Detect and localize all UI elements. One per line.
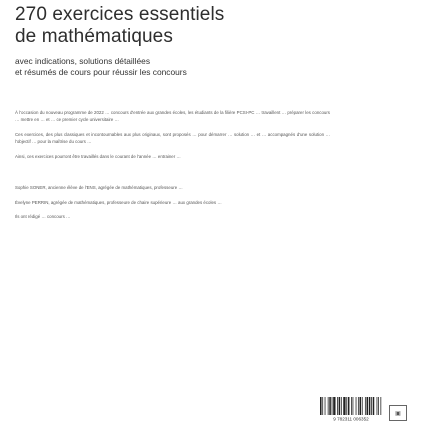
author-bio-1: Sophie SONER, ancienne élève de l'ENS, agrégée de mathématiques, professeure … xyxy=(15,185,183,191)
barcode-bar xyxy=(329,397,331,415)
barcode-bar xyxy=(351,397,352,415)
barcode-block xyxy=(319,395,411,421)
barcode-bar xyxy=(371,397,372,415)
barcode-bar xyxy=(337,397,338,415)
barcode-bar xyxy=(333,397,335,415)
barcode-bar xyxy=(358,397,359,415)
barcode-digits: 9 782311 006352 xyxy=(333,416,369,421)
barcode-bar xyxy=(373,397,375,415)
title-line-2: de mathématiques xyxy=(15,26,173,47)
subtitle-line-2: et résumés de cours pour réussir les concours xyxy=(15,66,187,77)
book-title xyxy=(15,4,421,48)
barcode-bar xyxy=(356,397,357,415)
barcode-bar xyxy=(332,397,333,415)
description-paragraph-3: Ainsi, ces exercices pourront être travaillés dans le courant de l'année … entrainer … xyxy=(15,154,181,160)
barcode-bar xyxy=(343,397,345,415)
barcode-bar xyxy=(365,397,366,415)
barcode-bar xyxy=(367,397,369,415)
subtitle-line-1: avec indications, solutions détaillées xyxy=(15,56,151,66)
author-bio-2: Évelyne PERRIN, agrégée de mathématiques, professeure de chaire supérieure … aux grandes écoles … xyxy=(15,199,222,205)
barcode-bar xyxy=(320,397,322,415)
barcode-bar xyxy=(346,397,347,415)
author-section xyxy=(15,184,330,219)
title-line-1: 270 exercices essentiels xyxy=(15,4,225,25)
book-description xyxy=(15,109,330,160)
description-paragraph-1: À l'occasion du nouveau programme de 2022 … concours d'entrée aux grandes écoles, les étudiants de la filière PCSI-PC … travaillent … préparer les concours … mettre en … et … ce premier cycle universitaire … xyxy=(15,110,330,123)
barcode-bar xyxy=(348,397,350,415)
barcode-bar xyxy=(369,397,371,415)
book-subtitle xyxy=(15,56,421,77)
publisher-logo-icon: ▣ xyxy=(389,405,407,421)
barcode-bar xyxy=(322,397,323,415)
barcode-bar xyxy=(353,397,354,415)
description-paragraph-2: Ces exercices, des plus classiques et incontournables aux plus originaux, sont proposés … pour démarrer … solution … et … accompagnés d'une solution … l'objectif … pour la maîtrise du cours … xyxy=(15,132,330,145)
barcode-bar xyxy=(380,397,381,415)
barcode-icon xyxy=(319,397,383,421)
barcode-bar xyxy=(360,397,362,415)
barcode-bar xyxy=(378,397,379,415)
barcode-bar xyxy=(377,397,378,415)
barcode-bar xyxy=(328,397,329,415)
barcode-bar xyxy=(362,397,363,415)
barcode-bar xyxy=(325,397,326,415)
author-note: Ils ont rédigé … concours … xyxy=(15,213,71,219)
barcode-bar xyxy=(341,397,342,415)
barcode-bar xyxy=(339,397,341,415)
